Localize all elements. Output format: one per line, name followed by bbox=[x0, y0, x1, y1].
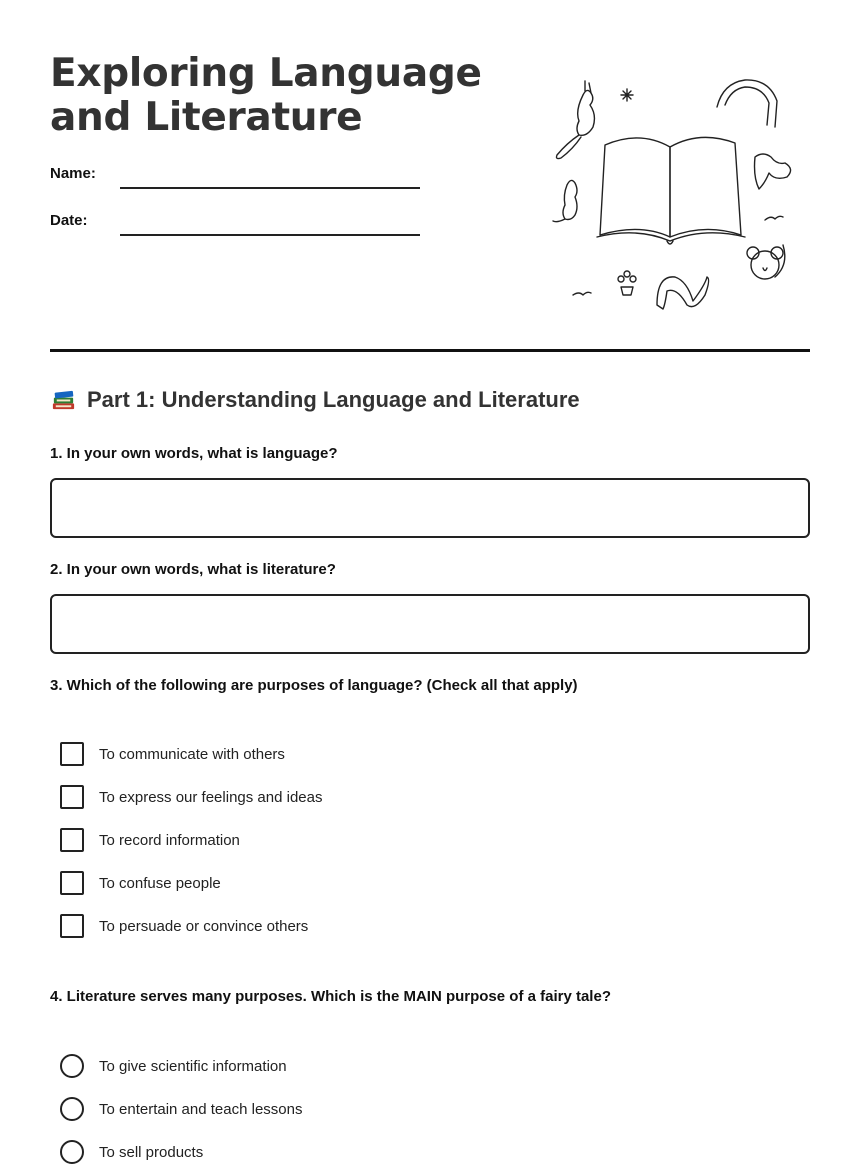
radio-button[interactable] bbox=[60, 1097, 84, 1121]
book-animals-illustration bbox=[545, 65, 800, 320]
checkbox[interactable] bbox=[60, 742, 84, 766]
option-label: To sell products bbox=[99, 1143, 204, 1161]
radio-option[interactable] bbox=[60, 1097, 302, 1121]
checkbox[interactable] bbox=[60, 785, 84, 809]
option-label: To confuse people bbox=[99, 874, 221, 892]
checkbox[interactable] bbox=[60, 871, 84, 895]
sparkle-icon bbox=[621, 89, 633, 101]
option-label: To express our feelings and ideas bbox=[99, 788, 323, 806]
option-label: To give scientific information bbox=[99, 1057, 287, 1075]
small-kangaroo-icon bbox=[553, 180, 577, 221]
radio-button[interactable] bbox=[60, 1054, 84, 1078]
boomerang-icon bbox=[657, 277, 709, 309]
date-label: Date: bbox=[50, 212, 88, 229]
answer-box-2[interactable] bbox=[50, 594, 810, 654]
checkbox-option[interactable] bbox=[60, 828, 240, 852]
question-1: 1. In your own words, what is language? bbox=[50, 445, 338, 462]
name-label: Name: bbox=[50, 165, 96, 182]
name-field[interactable] bbox=[120, 187, 420, 189]
worksheet-title: Exploring Language and Literature bbox=[50, 51, 482, 140]
option-label: To record information bbox=[99, 831, 240, 849]
platypus-icon bbox=[755, 154, 791, 189]
books-icon bbox=[50, 386, 77, 413]
radio-button[interactable] bbox=[60, 1140, 84, 1164]
date-field[interactable] bbox=[120, 234, 420, 236]
checkbox-option[interactable] bbox=[60, 742, 285, 766]
section-divider bbox=[50, 349, 810, 352]
question-4: 4. Literature serves many purposes. Which is the MAIN purpose of a fairy tale? bbox=[50, 988, 611, 1005]
checkbox-option[interactable] bbox=[60, 871, 221, 895]
question-3: 3. Which of the following are purposes of language? (Check all that apply) bbox=[50, 677, 578, 694]
radio-option[interactable] bbox=[60, 1140, 203, 1164]
open-book-icon bbox=[597, 137, 745, 244]
option-label: To persuade or convince others bbox=[99, 917, 309, 935]
answer-box-1[interactable] bbox=[50, 478, 810, 538]
kangaroo-icon bbox=[557, 81, 595, 159]
checkbox[interactable] bbox=[60, 914, 84, 938]
checkbox-option[interactable] bbox=[60, 914, 308, 938]
option-label: To entertain and teach lessons bbox=[99, 1100, 303, 1118]
radio-option[interactable] bbox=[60, 1054, 287, 1078]
part1-heading bbox=[50, 386, 580, 413]
question-2: 2. In your own words, what is literature? bbox=[50, 561, 336, 578]
bird-icon bbox=[573, 216, 783, 295]
horseshoe-icon bbox=[717, 80, 777, 127]
checkbox-option[interactable] bbox=[60, 785, 322, 809]
checkbox[interactable] bbox=[60, 828, 84, 852]
part1-heading-text: Part 1: Understanding Language and Literature bbox=[87, 386, 580, 412]
koala-icon bbox=[747, 245, 785, 279]
option-label: To communicate with others bbox=[99, 745, 285, 763]
flowers-icon bbox=[618, 271, 636, 295]
